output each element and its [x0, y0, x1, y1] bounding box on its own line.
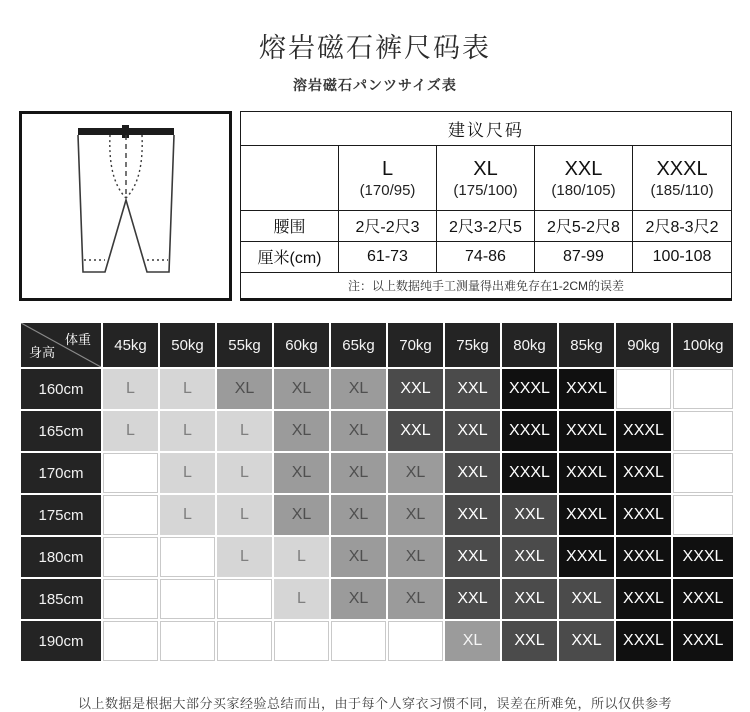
size-cell: XXXL: [559, 495, 614, 535]
empty-cell: [103, 495, 158, 535]
size-cell: XL: [445, 621, 500, 661]
size-cell: XL: [274, 411, 329, 451]
size-cell: XXL: [445, 495, 500, 535]
size-row-label: 厘米(cm): [241, 241, 339, 272]
page-title: 熔岩磁石裤尺码表: [259, 33, 491, 63]
matrix-row: [21, 537, 733, 577]
size-row-value: 2尺3-2尺5: [437, 210, 535, 241]
size-cell: XXL: [388, 411, 443, 451]
size-cell: XXL: [445, 579, 500, 619]
pants-drawing-icon: [28, 120, 224, 292]
weight-header-cell: 75kg: [445, 323, 500, 367]
matrix-corner-cell: [21, 323, 101, 367]
weight-header-cell: 70kg: [388, 323, 443, 367]
size-table-note: 注：以上数据纯手工测量得出难免存在1-2CM的误差: [241, 272, 732, 299]
matrix-row: [21, 621, 733, 661]
size-table-note-row: [241, 272, 732, 299]
corner-label-weight: 体重: [64, 332, 91, 347]
matrix-row: [21, 453, 733, 493]
weight-header-cell: 100kg: [673, 323, 733, 367]
size-cell: XXXL: [616, 621, 671, 661]
size-spec: (185/110): [650, 181, 714, 199]
size-cell: XXXL: [673, 579, 733, 619]
size-cell: XXXL: [502, 411, 557, 451]
size-columns-row: [241, 146, 732, 210]
size-cell: XXXL: [559, 411, 614, 451]
height-label-cell: 180cm: [21, 537, 101, 577]
size-row-value: 2尺-2尺3: [339, 210, 437, 241]
size-cell: XXXL: [616, 495, 671, 535]
size-row-value: 2尺5-2尺8: [535, 210, 633, 241]
matrix-section: [19, 321, 731, 663]
size-cell: XL: [331, 579, 386, 619]
empty-cell: [217, 621, 272, 661]
empty-cell: [673, 453, 733, 493]
size-cell: L: [103, 369, 158, 409]
size-cell: XL: [274, 369, 329, 409]
size-cell: XXL: [502, 537, 557, 577]
empty-cell: [331, 621, 386, 661]
size-row-value: 100-108: [633, 241, 732, 272]
size-column-header: [535, 146, 633, 210]
size-column-header: [437, 146, 535, 210]
size-cell: L: [103, 411, 158, 451]
size-cell: L: [274, 579, 329, 619]
size-spec: (175/100): [453, 181, 518, 199]
size-cell: XXXL: [559, 537, 614, 577]
matrix-header-row: [21, 323, 733, 367]
size-cell: L: [217, 537, 272, 577]
size-cell: XL: [331, 495, 386, 535]
size-spec: (170/95): [359, 181, 416, 199]
weight-header-cell: 80kg: [502, 323, 557, 367]
empty-cell: [673, 411, 733, 451]
size-cell: XXXL: [616, 411, 671, 451]
matrix-row: [21, 411, 733, 451]
size-cell: XL: [331, 453, 386, 493]
size-spec: (180/105): [551, 181, 616, 199]
size-cell: XXXL: [673, 537, 733, 577]
size-row-value: 2尺8-3尺2: [633, 210, 732, 241]
size-cell: XL: [331, 411, 386, 451]
size-cell: L: [160, 369, 215, 409]
size-cell: XL: [274, 453, 329, 493]
matrix-row: [21, 579, 733, 619]
size-column-header: [339, 146, 437, 210]
empty-cell: [160, 579, 215, 619]
size-cell: XXL: [502, 579, 557, 619]
page-header: [0, 0, 750, 95]
weight-header-cell: 50kg: [160, 323, 215, 367]
size-cell: XL: [388, 453, 443, 493]
size-row-label: 腰围: [241, 210, 339, 241]
size-table-row: [241, 210, 732, 241]
page-subtitle: 溶岩磁石パンツサイズ表: [293, 77, 457, 93]
size-cell: XXXL: [616, 537, 671, 577]
height-label-cell: 190cm: [21, 621, 101, 661]
size-cell: XL: [331, 537, 386, 577]
size-cell: L: [160, 411, 215, 451]
corner-label-height: 身高: [29, 345, 56, 360]
pants-fly-left-dotted: [109, 135, 125, 198]
empty-cell: [103, 537, 158, 577]
size-cell: XXL: [388, 369, 443, 409]
matrix-row: [21, 369, 733, 409]
size-cell: XXXL: [502, 369, 557, 409]
weight-header-cell: 65kg: [331, 323, 386, 367]
corner-label-waist: 腰围: [253, 183, 280, 199]
size-row-value: 61-73: [339, 241, 437, 272]
size-label: L: [381, 157, 394, 180]
size-row-value: 87-99: [535, 241, 633, 272]
matrix-row: [21, 495, 733, 535]
size-cell: XL: [274, 495, 329, 535]
top-section: [19, 111, 731, 301]
size-cell: XL: [217, 369, 272, 409]
empty-cell: [274, 621, 329, 661]
empty-cell: [217, 579, 272, 619]
size-cell: XXXL: [559, 369, 614, 409]
pants-image-box: [19, 111, 232, 301]
size-cell: XL: [331, 369, 386, 409]
size-cell: XXL: [445, 453, 500, 493]
empty-cell: [160, 537, 215, 577]
size-cell: XXL: [502, 621, 557, 661]
size-label: XL: [473, 157, 498, 180]
size-cell: L: [160, 495, 215, 535]
height-label-cell: 175cm: [21, 495, 101, 535]
pants-fly-right-dotted: [126, 135, 142, 198]
empty-cell: [103, 453, 158, 493]
weight-header-cell: 55kg: [217, 323, 272, 367]
empty-cell: [103, 621, 158, 661]
weight-header-cell: 90kg: [616, 323, 671, 367]
size-cell: L: [217, 495, 272, 535]
size-cell: XXL: [445, 411, 500, 451]
size-label: XXXL: [656, 157, 708, 180]
empty-cell: [673, 369, 733, 409]
empty-cell: [616, 369, 671, 409]
size-cell: L: [160, 453, 215, 493]
size-table-row: [241, 241, 732, 272]
size-cell: XXL: [445, 537, 500, 577]
height-label-cell: 165cm: [21, 411, 101, 451]
size-cell: XXXL: [502, 453, 557, 493]
size-cell: XXXL: [673, 621, 733, 661]
size-row-value: 74-86: [437, 241, 535, 272]
size-cell: XL: [388, 579, 443, 619]
empty-cell: [160, 621, 215, 661]
size-cell: L: [217, 411, 272, 451]
suggested-size-header: 建议尺码: [241, 112, 732, 146]
height-label-cell: 185cm: [21, 579, 101, 619]
weight-header-cell: 85kg: [559, 323, 614, 367]
size-cell: XXL: [559, 579, 614, 619]
size-cell: XXXL: [616, 579, 671, 619]
weight-header-cell: 60kg: [274, 323, 329, 367]
size-table-corner-cell: [241, 146, 339, 210]
size-cell: XXXL: [616, 453, 671, 493]
weight-header-cell: 45kg: [103, 323, 158, 367]
suggested-size-table: [240, 111, 732, 301]
size-cell: XXL: [445, 369, 500, 409]
size-cell: XXXL: [559, 453, 614, 493]
size-label: XXL: [564, 157, 603, 180]
size-cell: L: [217, 453, 272, 493]
size-cell: XXL: [502, 495, 557, 535]
height-label-cell: 170cm: [21, 453, 101, 493]
size-cell: L: [274, 537, 329, 577]
footer-note: 以上数据是根据大部分买家经验总结而出，由于每个人穿衣习惯不同，误差在所难免，所以仅供参考: [77, 696, 672, 711]
height-label-cell: 160cm: [21, 369, 101, 409]
size-cell: XXL: [559, 621, 614, 661]
corner-label-size: 尺码: [297, 171, 324, 187]
empty-cell: [103, 579, 158, 619]
empty-cell: [673, 495, 733, 535]
size-cell: XL: [388, 537, 443, 577]
height-weight-matrix-table: [19, 321, 735, 663]
empty-cell: [388, 621, 443, 661]
size-cell: XL: [388, 495, 443, 535]
size-column-header: [633, 146, 732, 210]
